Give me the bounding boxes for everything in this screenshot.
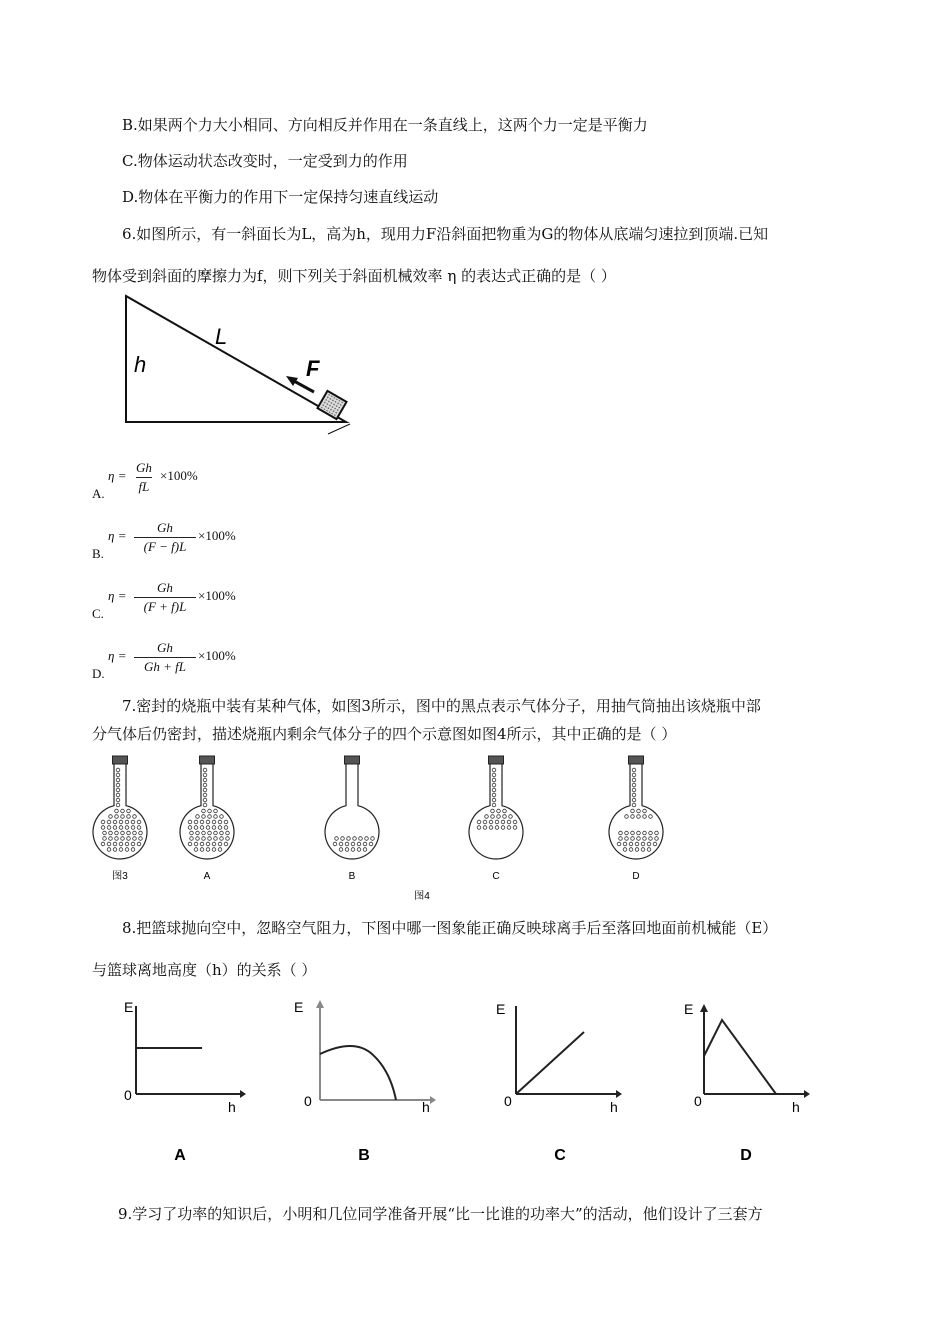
incline-block xyxy=(317,391,346,419)
graph-a xyxy=(116,994,256,1164)
svg-text:E: E xyxy=(684,1001,694,1017)
svg-text:h: h xyxy=(422,1099,430,1115)
flask-label-a: A xyxy=(203,871,211,882)
graph-a-label: A xyxy=(174,1147,186,1164)
svg-text:0: 0 xyxy=(124,1087,132,1103)
svg-text:0: 0 xyxy=(304,1093,312,1109)
flask-figures xyxy=(86,752,676,902)
flask-d xyxy=(609,756,663,859)
svg-text:h: h xyxy=(792,1099,800,1115)
q6-option-d: η = Gh Gh + fL ×100% D. xyxy=(92,640,236,681)
q6-stem-line1: 6.如图所示，有一斜面长为L，高为h，现用力F沿斜面把物重为G的物体从底端匀速拉到顶端.已知 xyxy=(122,225,769,243)
q6-option-b: η = Gh (F − f)L ×100% B. xyxy=(92,520,236,561)
incline-label-F: F xyxy=(306,356,320,381)
q6-option-c: η = Gh (F + f)L ×100% C. xyxy=(92,580,236,621)
svg-text:E: E xyxy=(496,1001,506,1017)
graph-b-curve xyxy=(320,1046,396,1100)
svg-text:h: h xyxy=(228,1099,236,1115)
graph-c-label: C xyxy=(554,1147,566,1164)
svg-text:h: h xyxy=(610,1099,618,1115)
q7-stem-line2: 分气体后仍密封，描述烧瓶内剩余气体分子的四个示意图如图4所示，其中正确的是（ ） xyxy=(92,725,677,743)
q5-option-c: C.物体运动状态改变时，一定受到力的作用 xyxy=(122,152,408,170)
graph-d-label: D xyxy=(740,1147,752,1164)
flask-label-d: D xyxy=(632,871,640,882)
q6-option-a: η = Gh fL ×100% A. xyxy=(92,460,198,501)
graph-b xyxy=(292,994,442,1164)
flask-label-fig3: 图3 xyxy=(112,871,128,882)
incline-base-extension xyxy=(328,424,350,434)
q8-stem-line2: 与篮球离地高度（h）的关系（ ） xyxy=(92,961,317,979)
q6-stem-line2: 物体受到斜面的摩擦力为f，则下列关于斜面机械效率 η 的表达式正确的是（ ） xyxy=(92,267,616,285)
graph-c-curve xyxy=(516,1032,584,1094)
svg-text:0: 0 xyxy=(504,1093,512,1109)
q9-stem-line1: 9.学习了功率的知识后，小明和几位同学准备开展“比一比谁的功率大”的活动，他们设计了三套方 xyxy=(118,1205,763,1223)
flask-label-c: C xyxy=(492,871,500,882)
graph-c xyxy=(492,994,632,1164)
incline-label-L: L xyxy=(215,324,228,349)
graph-b-label: B xyxy=(358,1147,370,1164)
q5-option-d: D.物体在平衡力的作用下一定保持匀速直线运动 xyxy=(122,188,439,206)
flask-label-b: B xyxy=(348,871,356,882)
force-arrow-shaft xyxy=(294,381,314,392)
svg-text:0: 0 xyxy=(694,1093,702,1109)
graph-d xyxy=(680,994,820,1164)
q8-stem-line1: 8.把篮球抛向空中，忽略空气阻力，下图中哪一图象能正确反映球离手后至落回地面前机械能（E） xyxy=(122,919,778,937)
incline-label-h: h xyxy=(134,352,147,377)
svg-text:E: E xyxy=(294,999,304,1015)
flask-c xyxy=(469,756,523,859)
flask-fig3 xyxy=(93,756,147,859)
q7-stem-line1: 7.密封的烧瓶中装有某种气体，如图3所示，图中的黑点表示气体分子，用抽气筒抽出该烧瓶中部 xyxy=(122,697,761,715)
incline-figure xyxy=(118,292,358,438)
flask-figure-caption: 图4 xyxy=(414,891,430,902)
flask-b xyxy=(325,756,379,859)
svg-text:E: E xyxy=(124,999,134,1015)
q5-option-b: B.如果两个力大小相同、方向相反并作用在一条直线上，这两个力一定是平衡力 xyxy=(122,116,648,134)
flask-a xyxy=(180,756,234,859)
graph-d-curve xyxy=(704,1020,776,1094)
